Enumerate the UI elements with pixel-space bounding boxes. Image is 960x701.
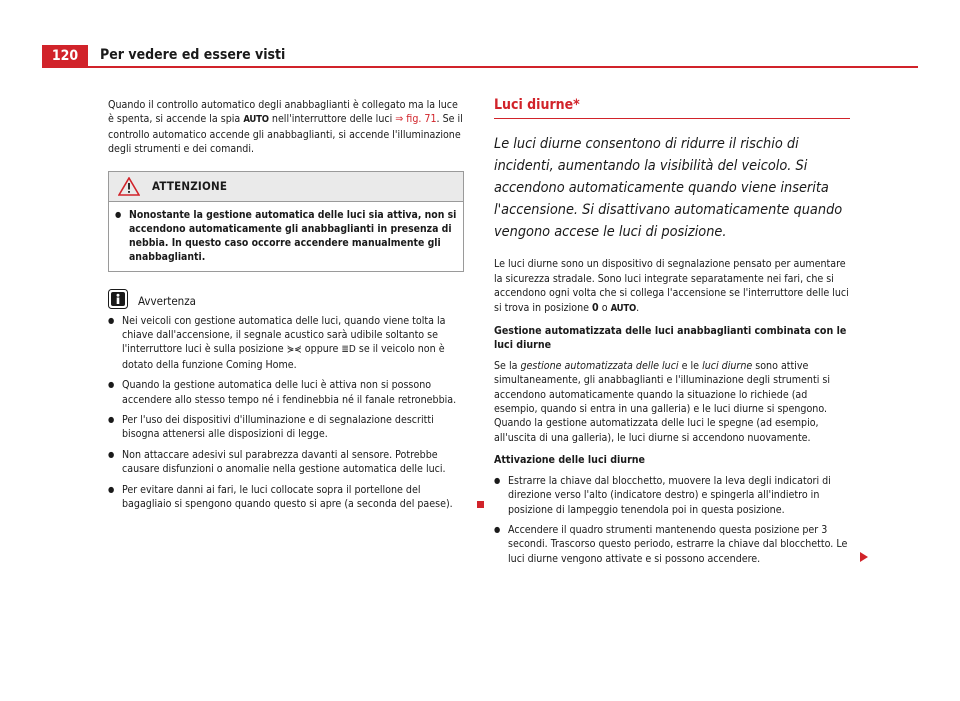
section-title: Luci diurne*	[494, 97, 580, 113]
left-column	[108, 98, 464, 518]
warning-box	[108, 171, 464, 272]
section-rule	[494, 118, 850, 119]
end-of-section-mark	[477, 501, 484, 508]
text-fragment: nell'interruttore delle luci	[268, 113, 396, 126]
paragraph	[494, 359, 850, 445]
emphasis: gestione automatizzata delle luci	[520, 359, 679, 372]
text-fragment: oppure	[301, 343, 342, 356]
page-number: 120	[42, 45, 88, 67]
text-fragment: Quando il controllo automatico degli anabbaglianti è collegato ma la luce è spenta, si accende la spia	[108, 99, 458, 126]
text-fragment: .	[636, 301, 640, 314]
text-fragment: Nei veicoli con gestione automatica delle luci, quando viene tolta la chiave dall'accensione, il segnale acustico sarà udibile soltanto se l'interruttore luci è sulla posizione	[122, 314, 446, 356]
text-fragment: Per evitare danni ai fari, le luci collocate sopra il portellone del bagagliaio si spengono quando questo si apre (a seconda del paese).	[122, 483, 453, 511]
text-fragment: e le	[678, 359, 703, 372]
warning-bullet	[115, 208, 457, 264]
subheading: Gestione automatizzata delle luci anabbaglianti combinata con le luci diurne	[494, 325, 847, 352]
emphasis: luci diurne	[702, 359, 753, 372]
paragraph	[494, 257, 850, 316]
position-zero: 0	[592, 301, 599, 314]
note-header	[108, 289, 464, 309]
intro-paragraph	[108, 98, 464, 157]
note-info-icon	[108, 289, 128, 309]
note-bullet: ● Non attaccare adesivi sul parabrezza davanti al sensore. Potrebbe causare disfunzioni o anomalie nella gestione automatica delle luci.	[108, 448, 464, 477]
step-bullet: ● Estrarre la chiave dal blocchetto, muovere la leva degli indicatori di direzione verso l'alto (indicatore destro) e spingerla all'indietro in posizione di lampeggio tenendola poi in questa posizione.	[494, 474, 850, 517]
subheading: Attivazione delle luci diurne	[494, 454, 646, 467]
step-bullet	[494, 523, 850, 566]
figure-link[interactable]: ⇒ fig. 71	[395, 113, 437, 126]
note-bullet	[108, 314, 464, 373]
dipped-beam-icon: ≣D	[341, 344, 356, 356]
note-bullet: ● Per l'uso dei dispositivi d'illuminazione e di segnalazione descritti bisogna attenersi alle disposizioni di legge.	[108, 413, 464, 442]
parking-light-icon: ⋟⋞	[286, 344, 302, 356]
section-intro: Le luci diurne consentono di ridurre il rischio di incidenti, aumentando la visibilità del veicolo. Si accendono automaticamente quando viene inserita l'accensione. Si disattivano automaticamente quando vengono accese le luci di posizione.	[494, 136, 843, 241]
auto-symbol: AUTO	[610, 302, 637, 314]
warning-triangle-icon	[118, 177, 140, 196]
auto-symbol: AUTO	[243, 114, 269, 126]
note-bullet	[108, 483, 464, 512]
page-header-title: Per vedere ed essere visti	[100, 47, 286, 63]
text-fragment: sono attive simultaneamente, gli anabbaglianti e l'illuminazione degli strumenti si accendono automaticamente quando la situazione lo richiede (ad esempio, quando si entra in una galleria) e le luci diurne si spengono. Quando la gestione automatizzata delle luci le spegne (ad esempio, all'uscita di una galleria), le luci diurne si accendono nuovamente.	[494, 359, 830, 444]
warning-title: ATTENZIONE	[152, 178, 228, 193]
text-fragment: Le luci diurne sono un dispositivo di segnalazione pensato per aumentare la sicurezza stradale. Sono luci integrate separatamente nei fari, che si accendono ogni volta che si collega l'accensione se l'interruttore delle luci si trova in posizione	[494, 258, 849, 314]
text-fragment: se il veicolo non è dotato della funzione Coming Home.	[122, 343, 445, 371]
text-fragment: o	[598, 301, 611, 314]
right-column	[494, 98, 850, 572]
warning-bullet-text: Nonostante la gestione automatica delle luci sia attiva, non si accendono automaticamente gli anabbaglianti in presenza di nebbia. In questo caso occorre accendere manualmente gli anabbaglianti.	[129, 208, 457, 263]
continue-arrow-icon	[860, 552, 868, 562]
header-rule	[42, 66, 918, 68]
warning-text	[109, 202, 463, 271]
text-fragment: . Se il controllo automatico accende gli anabbaglianti, si accende l'illuminazione degli strumenti e dei comandi.	[108, 113, 463, 156]
text-fragment: Accendere il quadro strumenti mantenendo questa posizione per 3 secondi. Trascorso questo periodo, estrarre la chiave dal blocchetto. Le luci diurne vengono attivate e si possono accendere.	[508, 523, 848, 565]
text-fragment: Se la	[494, 359, 521, 372]
note-bullet: ● Quando la gestione automatica delle luci è attiva non si possono accendere allo stesso tempo né i fendinebbia né il fanale retronebbia.	[108, 378, 464, 407]
note-title: Avvertenza	[138, 294, 197, 309]
warning-header	[109, 172, 463, 202]
